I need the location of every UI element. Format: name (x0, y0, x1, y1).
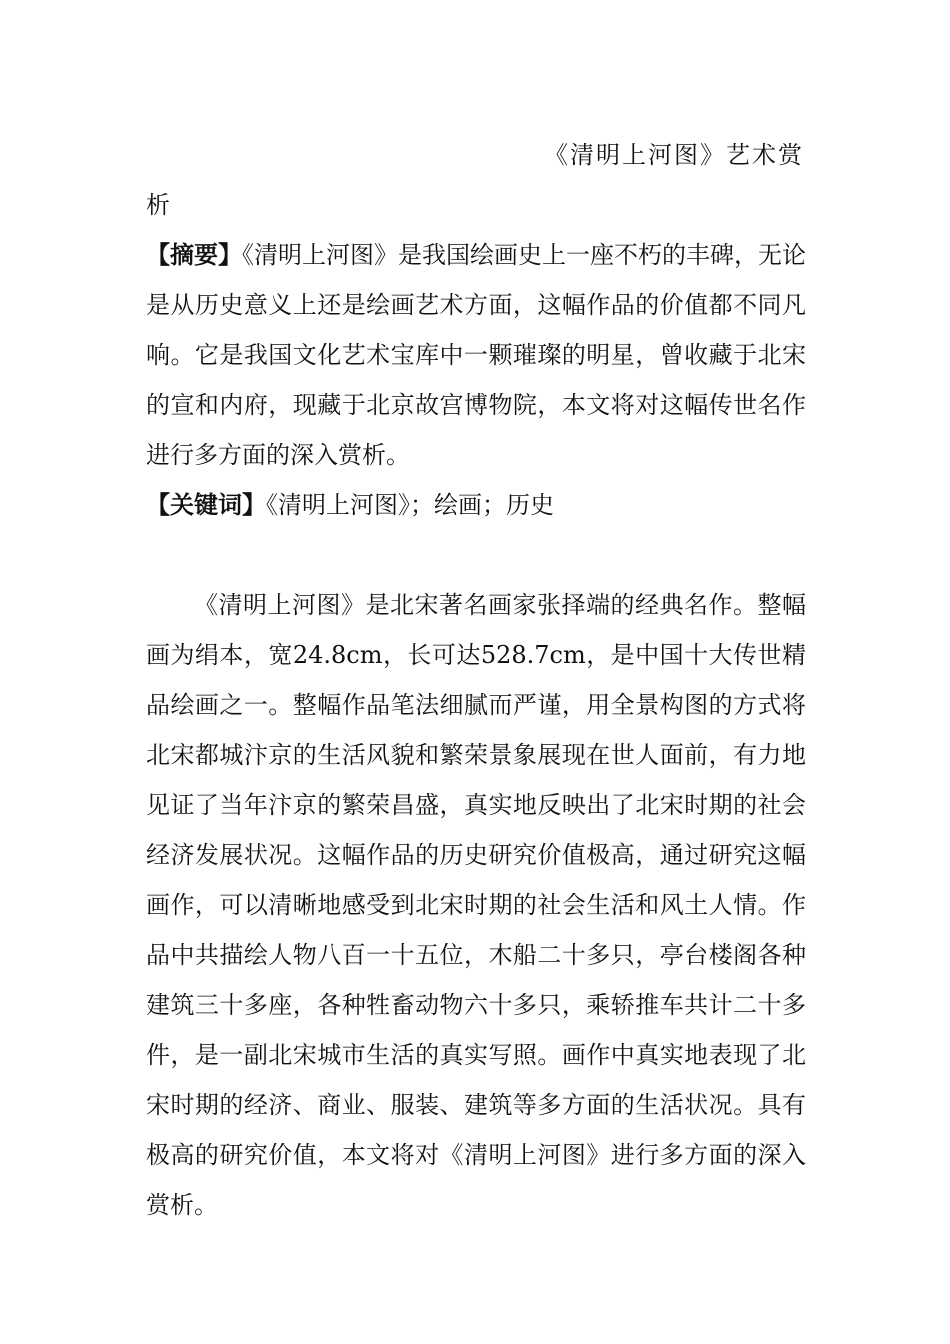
keywords-label: 【关键词】 (146, 490, 266, 519)
abstract-text: 《清明上河图》是我国绘画史上一座不朽的丰碑，无论是从历史意义上还是绘画艺术方面，这幅作品的价值都不同凡响。它是我国文化艺术宝库中一颗璀璨的明星，曾收藏于北宋的宣和内府，现藏于北京故宫博物院，本文将对这幅传世名作进行多方面的深入赏析。 (146, 241, 806, 469)
body-paragraph: 《清明上河图》是北宋著名画家张择端的经典名作。整幅画为绢本，宽24.8cm，长可达528.7cm，是中国十大传世精品绘画之一。整幅作品笔法细腻而严谨，用全景构图的方式将北宋都城汴京的生活风貌和繁荣景象展现在世人面前，有力地见证了当年汴京的繁荣昌盛，真实地反映出了北宋时期的社会经济发展状况。这幅作品的历史研究价值极高，通过研究这幅画作，可以清晰地感受到北宋时期的社会生活和风土人情。作品中共描绘人物八百一十五位，木船二十多只，亭台楼阁各种建筑三十多座，各种牲畜动物六十多只，乘轿推车共计二十多件，是一副北宋城市生活的真实写照。画作中真实地表现了北宋时期的经济、商业、服装、建筑等多方面的生活状况。具有极高的研究价值，本文将对《清明上河图》进行多方面的深入赏析。 (146, 591, 806, 1219)
keywords-text: 《清明上河图》；绘画；历史 (266, 491, 554, 519)
document-title-continuation: 析 (146, 191, 170, 219)
document-title: 《清明上河图》艺术赏 (544, 141, 804, 169)
section-spacer (146, 530, 806, 580)
abstract-label: 【摘要】 (146, 240, 242, 269)
keywords (146, 480, 806, 530)
document-body (146, 130, 806, 1230)
abstract (146, 230, 806, 480)
